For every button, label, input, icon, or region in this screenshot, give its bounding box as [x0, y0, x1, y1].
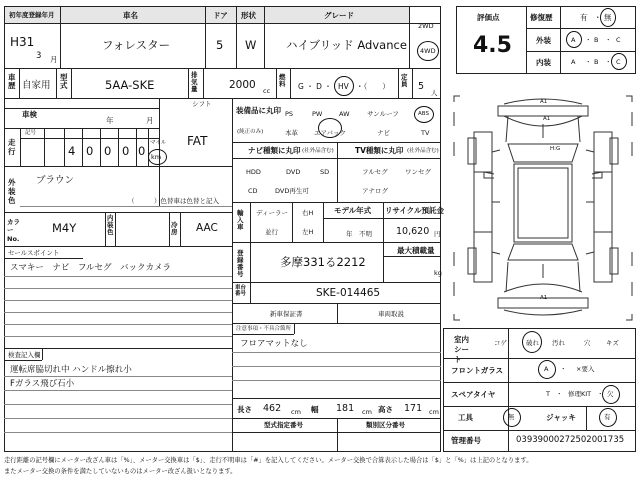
fuel-options: G ・ D ・ — [298, 82, 332, 91]
equip-airbag: エアバック — [314, 129, 346, 137]
management-number-header: 管理番号 — [451, 436, 481, 445]
length-unit: cm — [291, 408, 301, 416]
color-code: M4Y — [52, 221, 77, 235]
seat-burn: コゲ — [494, 339, 507, 347]
chassis-header: 車台番号 — [235, 285, 247, 298]
color-code-header: カラーNo. — [7, 218, 20, 243]
mileage-digit-5: 0 — [138, 144, 146, 158]
spare-tire-kit: 修理KIT — [568, 390, 592, 398]
evaluation-score: 4.5 — [473, 33, 512, 58]
notes-header: 注意事項・不具合箇所 — [236, 326, 292, 332]
seat-tear: 破れ — [526, 339, 539, 347]
tv-oneseg: ワンセグ — [405, 168, 431, 176]
spare-tire-dot: ・ — [556, 390, 563, 398]
reg-number: 多摩331る2212 — [280, 255, 366, 269]
equip-ps: PS — [285, 110, 294, 118]
navi-type-header: ナビ種類に丸印 — [248, 146, 301, 155]
capacity-header: 定員 — [401, 73, 408, 89]
seat-hole: 穴 — [584, 339, 591, 347]
interior-grade-b: B — [594, 58, 599, 66]
class-number-header: 類別区分番号 — [366, 421, 405, 429]
repair-separator: ・ — [594, 13, 602, 22]
import-dealer: ディーラー — [256, 209, 288, 217]
mileage-code-header: 記号 — [25, 130, 37, 136]
tv-analog: アナログ — [362, 187, 388, 195]
navi-dvd: DVD — [286, 168, 301, 176]
model-type: 5AA-SKE — [105, 78, 155, 92]
mileage-digit-2: 0 — [86, 144, 94, 158]
exterior-color: ブラウン — [36, 175, 75, 186]
fuel-other: ・（ ） — [356, 82, 390, 91]
repair-history-header: 修復歴 — [530, 13, 553, 22]
manual-label: 車両取説 — [378, 310, 404, 318]
notes-text: フロアマットなし — [240, 339, 308, 349]
interior-header: 内装 — [536, 58, 551, 67]
car-damage-diagram — [450, 92, 636, 324]
door-count: 5 — [216, 38, 224, 52]
equip-aw: AW — [339, 110, 350, 118]
reg-date-header: 初年度登録年月 — [9, 11, 55, 19]
seat-header: 室内シート — [454, 335, 469, 364]
color-change-note: （ ）色替車は色替と記入 — [128, 197, 219, 205]
body-shape: W — [245, 38, 257, 52]
reg-year: H31 — [10, 35, 35, 49]
inspection-year-label: 年 — [106, 116, 114, 125]
navi-dvd-play: DVD再生可 — [275, 187, 309, 195]
import-header: 輸入車 — [237, 209, 244, 232]
2wd-option: 2WD — [418, 22, 434, 30]
front-glass-replace: ×要入 — [576, 365, 595, 373]
navi-hdd: HDD — [246, 168, 261, 176]
damage-label-hood: A1 — [543, 116, 551, 122]
reg-number-header: 登録番号 — [237, 249, 244, 279]
exterior-grade-b: B — [594, 36, 599, 44]
exterior-dot-1: ・ — [585, 36, 592, 44]
navi-cd: CD — [248, 187, 258, 195]
recycle-value: 10,620 — [396, 226, 430, 237]
tools-header: 工具 — [458, 413, 473, 422]
navi-sd: SD — [320, 168, 330, 176]
width-value: 181 — [336, 403, 355, 414]
inspection-month-label: 月 — [146, 116, 154, 125]
repair-yes: 有 — [580, 13, 588, 22]
mileage-digit-3: 0 — [104, 144, 112, 158]
inspection-report-line-2: Fガラス飛び石小 — [10, 379, 75, 389]
score-header: 評価点 — [477, 13, 500, 22]
equip-abs: ABS — [418, 111, 429, 117]
exterior-grade-a: A — [571, 36, 576, 44]
class-header: 車歴 — [8, 73, 16, 91]
interior-dot-2: ・ — [605, 58, 612, 66]
grade-header: グレード — [324, 11, 354, 20]
damage-label-front: A1 — [540, 99, 548, 105]
import-left-hand: 左H — [302, 228, 314, 236]
reg-month: 3 — [36, 51, 42, 61]
tv-fullseg: フルセグ — [362, 168, 388, 176]
model-year-value: 年 不明 — [346, 230, 372, 238]
spare-tire-t: T — [546, 390, 550, 398]
height-value: 171 — [404, 403, 423, 414]
km-unit: km — [151, 153, 162, 161]
length-header: 長さ — [237, 405, 252, 414]
fuel-header: 燃料 — [279, 73, 286, 89]
equip-pw: PW — [312, 110, 323, 118]
damage-label-roof: H:G — [550, 146, 561, 152]
ac-value: AAC — [196, 222, 218, 234]
inspection-report-line-1: 運転席脇切れ中 ハンドル擦れ小 — [10, 365, 132, 375]
selling-points-header: セールスポイント — [8, 249, 60, 257]
model-year-header: モデル年式 — [334, 206, 372, 215]
interior-grade-c: C — [616, 58, 621, 66]
interior-color-header: 内装色 — [107, 214, 114, 237]
exterior-dot-2: ・ — [605, 36, 612, 44]
ac-header: 冷房 — [171, 221, 178, 237]
displacement-value: 2000 — [229, 79, 256, 91]
capacity-value: 5 — [418, 81, 425, 92]
seat-scratch: キズ — [606, 339, 619, 347]
front-glass-a: A — [544, 365, 549, 373]
capacity-unit: 人 — [431, 89, 438, 97]
equip-sunroof: サンルーフ — [367, 110, 399, 118]
navi-type-sub: (社外品含む) — [302, 148, 334, 154]
recycle-header: リサイクル預託金 — [385, 206, 444, 215]
designation-header: 型式指定番号 — [264, 421, 303, 429]
width-unit: cm — [362, 408, 372, 416]
usage-class: 自家用 — [22, 80, 51, 91]
jack-header: ジャッキ — [546, 413, 576, 422]
exterior-grade-c: C — [616, 36, 621, 44]
height-header: 高さ — [378, 405, 393, 414]
mileage-digit-1: 4 — [68, 144, 76, 158]
displacement-unit: cc — [263, 87, 271, 95]
damage-label-rear: A1 — [540, 295, 548, 301]
repair-no: 無 — [604, 13, 612, 22]
color-side-label: 外装色 — [8, 178, 16, 205]
import-right-hand: 右H — [302, 209, 314, 217]
interior-grade-a: A — [571, 58, 576, 66]
tv-type-header: TV種類に丸印 — [355, 146, 404, 155]
displacement-header: 排気量 — [191, 71, 198, 94]
max-load-unit: kg — [434, 269, 442, 277]
footer-note-line-1: 走行距離の記号欄にメーター改ざん車は「%」、メーター交換車は「$」、走行不明車は「#」を記入してください。メーター交換で合算表示した場合は「$」と「%」は上記のとなります。 — [4, 457, 533, 464]
type-header: 型式 — [60, 73, 68, 91]
reg-month-label: 月 — [50, 55, 58, 64]
interior-dot-1: ・ — [585, 58, 592, 66]
shape-header: 形状 — [241, 11, 256, 20]
fuel-selected: HV — [338, 82, 349, 91]
selling-points-text: スマキー ナビ フルセグ バックカメラ — [10, 263, 171, 273]
shift-header: シフト — [192, 100, 212, 108]
spare-tire-dot2: ・ — [597, 390, 604, 398]
inspection-header: 車検 — [22, 110, 37, 119]
shift-value: FAT — [187, 134, 208, 148]
length-value: 462 — [263, 403, 282, 414]
mileage-digit-4: 0 — [122, 144, 130, 158]
front-glass-dot: ・ — [560, 365, 567, 373]
car-name: フォレスター — [102, 38, 171, 52]
import-parallel: 並行 — [265, 228, 278, 236]
mileage-side-label: 走行 — [8, 138, 16, 156]
width-header: 幅 — [311, 405, 319, 414]
equip-tv: TV — [421, 129, 430, 137]
equipment-header: 装備品に丸印 — [236, 106, 281, 115]
warranty-label: 新車保証書 — [270, 310, 303, 318]
equip-leather: 本革 — [285, 129, 298, 137]
chassis-number: SKE-014465 — [316, 287, 381, 299]
management-number: 03939000272502001735 — [516, 435, 625, 445]
exterior-header: 外装 — [536, 36, 551, 45]
spare-tire-header: スペアタイヤ — [451, 390, 496, 399]
equip-navi: ナビ — [377, 129, 390, 137]
car-name-header: 車名 — [123, 11, 138, 20]
tools-value: 無 — [508, 413, 515, 421]
seat-stain: 汚れ — [552, 339, 565, 347]
inspection-report-header: 検査記入欄 — [8, 351, 41, 359]
equipment-header-sub: (純正のみ) — [237, 129, 264, 135]
jack-value: 有 — [604, 413, 611, 421]
max-load-header: 最大積載量 — [397, 246, 435, 255]
grade-value: ハイブリッド Advance — [286, 38, 407, 52]
height-unit: cm — [429, 408, 439, 416]
front-glass-header: フロントガラス — [451, 366, 504, 375]
footer-note-line-2: またメーター交換の条件を満たしていないものはメーター改ざん扱いとなります。 — [4, 468, 237, 475]
mile-unit: マイル — [150, 140, 167, 146]
spare-tire-missing: 欠 — [607, 390, 614, 398]
door-header: ドア — [213, 11, 228, 20]
4wd-option: 4WD — [420, 47, 436, 55]
tv-type-sub: (社外品含む) — [407, 148, 439, 154]
recycle-unit: 円 — [434, 230, 441, 238]
